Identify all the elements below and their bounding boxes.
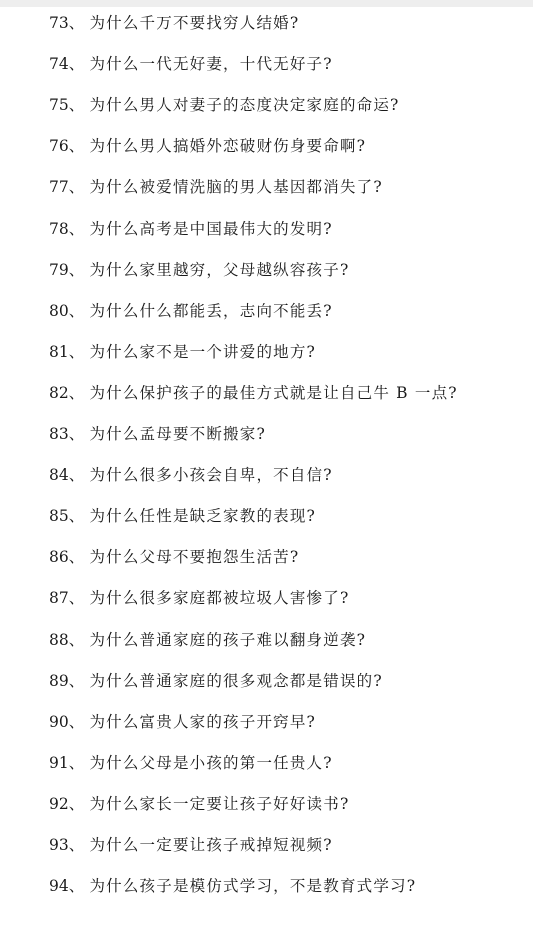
item-separator: 、 bbox=[68, 589, 86, 608]
list-item bbox=[49, 257, 349, 283]
item-text: 为什么父母不要抱怨生活苦? bbox=[89, 548, 300, 567]
item-number: 81 bbox=[49, 342, 69, 361]
item-separator: 、 bbox=[68, 383, 86, 402]
list-item bbox=[49, 174, 383, 200]
item-number: 94 bbox=[49, 877, 69, 896]
list-item bbox=[49, 10, 299, 36]
item-number: 90 bbox=[49, 712, 69, 731]
item-separator: 、 bbox=[68, 548, 86, 567]
list-item bbox=[49, 503, 316, 529]
item-number: 80 bbox=[49, 301, 69, 320]
item-separator: 、 bbox=[68, 836, 86, 854]
item-number: 83 bbox=[49, 425, 69, 443]
item-text: 为什么父母是小孩的第一任贵人? bbox=[89, 753, 333, 772]
list-item bbox=[49, 216, 333, 242]
item-number: 79 bbox=[49, 260, 69, 279]
list-item bbox=[49, 133, 366, 159]
list-item bbox=[49, 627, 366, 653]
item-separator: 、 bbox=[68, 630, 86, 649]
item-text: 为什么普通家庭的孩子难以翻身逆袭? bbox=[89, 630, 367, 649]
list-item bbox=[49, 339, 316, 365]
item-text: 为什么很多小孩会自卑，不自信? bbox=[89, 466, 333, 485]
item-text: 为什么孟母要不断搬家? bbox=[89, 425, 266, 443]
item-text: 为什么男人搞婚外恋破财伤身要命啊? bbox=[89, 137, 367, 156]
item-number: 89 bbox=[49, 671, 69, 690]
item-number: 87 bbox=[49, 589, 69, 608]
item-text: 为什么家里越穷，父母越纵容孩子? bbox=[89, 260, 350, 279]
item-separator: 、 bbox=[68, 671, 86, 690]
list-item bbox=[49, 298, 333, 324]
item-text: 为什么一定要让孩子戒掉短视频? bbox=[89, 836, 333, 854]
item-separator: 、 bbox=[68, 712, 86, 731]
item-text: 为什么被爱情洗脑的男人基因都消失了? bbox=[89, 178, 383, 197]
list-item bbox=[49, 832, 333, 858]
item-separator: 、 bbox=[68, 794, 86, 813]
list-item bbox=[49, 585, 349, 611]
list-item bbox=[49, 544, 299, 570]
item-separator: 、 bbox=[68, 425, 86, 443]
item-number: 77 bbox=[49, 178, 69, 197]
item-separator: 、 bbox=[68, 260, 86, 279]
item-separator: 、 bbox=[68, 753, 86, 772]
list-item bbox=[49, 92, 400, 118]
item-separator: 、 bbox=[68, 342, 86, 361]
item-number: 93 bbox=[49, 836, 69, 854]
item-separator: 、 bbox=[68, 137, 86, 156]
list-item bbox=[49, 380, 458, 406]
item-number: 86 bbox=[49, 548, 69, 567]
item-number: 74 bbox=[49, 55, 69, 74]
item-number: 76 bbox=[49, 137, 69, 156]
item-text: 为什么孩子是模仿式学习，不是教育式学习? bbox=[89, 877, 417, 896]
item-number: 92 bbox=[49, 794, 69, 813]
list-item bbox=[49, 750, 333, 776]
item-number: 88 bbox=[49, 630, 69, 649]
item-text: 为什么家长一定要让孩子好好读书? bbox=[89, 794, 350, 813]
item-text: 为什么普通家庭的很多观念都是错误的? bbox=[89, 671, 383, 690]
item-number: 85 bbox=[49, 507, 69, 526]
item-text: 为什么千万不要找穷人结婚? bbox=[89, 14, 300, 32]
item-text: 为什么很多家庭都被垃圾人害惨了? bbox=[89, 589, 350, 608]
item-separator: 、 bbox=[68, 55, 86, 74]
item-number: 78 bbox=[49, 219, 69, 238]
item-separator: 、 bbox=[68, 466, 86, 485]
item-text: 为什么男人对妻子的态度决定家庭的命运? bbox=[89, 96, 400, 115]
item-number: 91 bbox=[49, 753, 69, 772]
item-text: 为什么家不是一个讲爱的地方? bbox=[89, 342, 317, 361]
item-number: 75 bbox=[49, 96, 69, 115]
item-number: 82 bbox=[49, 383, 69, 402]
item-number: 73 bbox=[49, 14, 69, 32]
top-strip bbox=[0, 0, 533, 7]
item-separator: 、 bbox=[68, 877, 86, 896]
item-separator: 、 bbox=[68, 178, 86, 197]
item-separator: 、 bbox=[68, 507, 86, 526]
item-separator: 、 bbox=[68, 96, 86, 115]
item-text: 为什么保护孩子的最佳方式就是让自己牛 B 一点? bbox=[89, 383, 458, 402]
list-item bbox=[49, 51, 333, 77]
item-separator: 、 bbox=[68, 219, 86, 238]
list-item bbox=[49, 709, 316, 735]
item-separator: 、 bbox=[68, 301, 86, 320]
list-item bbox=[49, 873, 416, 899]
list-item bbox=[49, 668, 383, 694]
item-text: 为什么任性是缺乏家教的表现? bbox=[89, 507, 317, 526]
list-item bbox=[49, 421, 266, 447]
list-item bbox=[49, 791, 349, 817]
item-text: 为什么高考是中国最伟大的发明? bbox=[89, 219, 333, 238]
item-separator: 、 bbox=[68, 14, 86, 32]
item-text: 为什么富贵人家的孩子开窍早? bbox=[89, 712, 317, 731]
item-text: 为什么什么都能丢，志向不能丢? bbox=[89, 301, 333, 320]
item-text: 为什么一代无好妻，十代无好子? bbox=[89, 55, 333, 74]
list-item bbox=[49, 462, 333, 488]
item-number: 84 bbox=[49, 466, 69, 485]
